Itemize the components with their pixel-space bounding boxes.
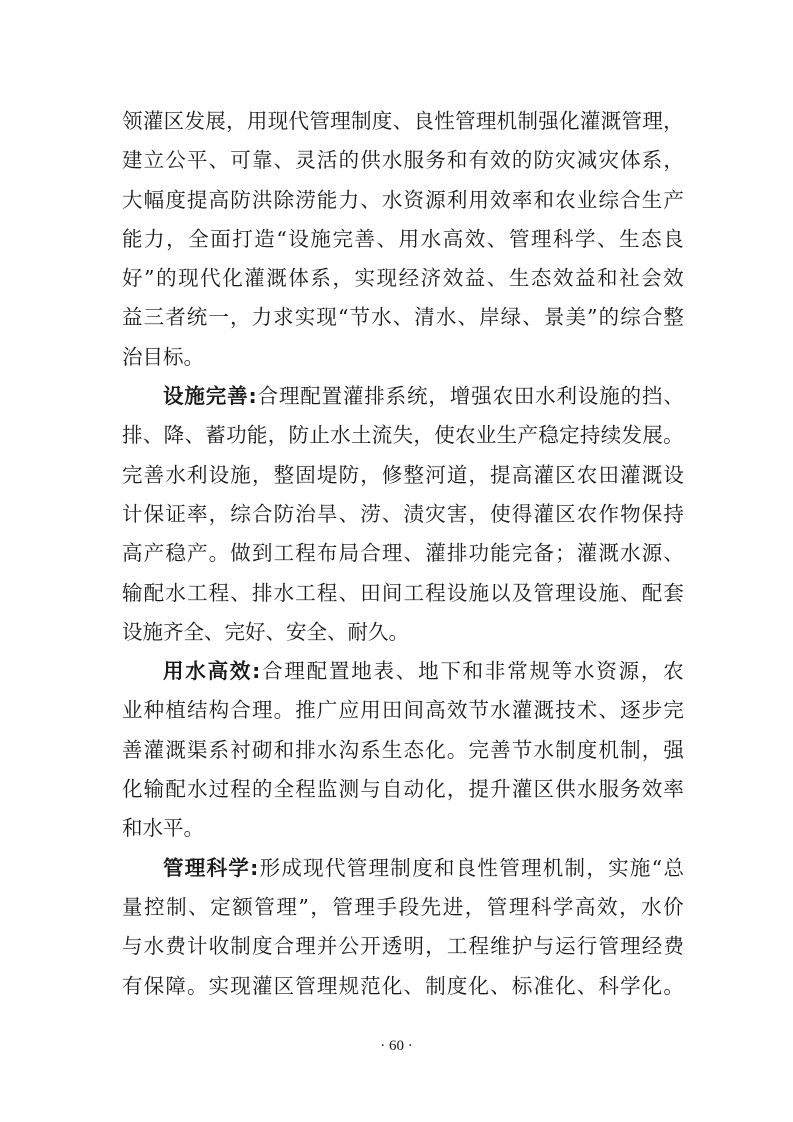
text-line: 治目标。 (122, 344, 204, 369)
text-line: 善 灌 溉 渠 系 衬 砌 和 排 水 沟 系 生 态 化 。 完 善 节 水 制 度 机 制 ， 强 (122, 737, 684, 762)
text-line: 大 幅 度 提 高 防 洪 除 涝 能 力 、 水 资 源 利 用 效 率 和 农 业 综 合 生 产 (122, 187, 684, 212)
paragraph-facilities (122, 377, 684, 652)
text-line: 用 水 高 效 : 合 理 配 置 地 表 、 地 下 和 非 常 规 等 水 资 源 ， 农 (163, 659, 684, 684)
text-line: 好 ” 的 现 代 化 灌 溉 体 系 ， 实 现 经 济 效 益 、 生 态 效 益 和 社 会 效 (122, 266, 684, 291)
text-line: 高 产 稳 产 。 做 到 工 程 布 局 合 理 、 灌 排 功 能 完 备 ； 灌 溉 水 源 、 (122, 541, 684, 566)
text-line: 建 立 公 平 、 可 靠 、 灵 活 的 供 水 服 务 和 有 效 的 防 灾 减 灾 体 系 ， (122, 148, 684, 173)
paragraph-management (122, 849, 684, 1006)
text-line: 益 三 者 统 一 ， 力 求 实 现 “ 节 水 、 清 水 、 岸 绿 、 景 美 ” 的 综 合 整 (122, 305, 684, 330)
paragraph-water-efficiency (122, 652, 684, 848)
text-line: 业 种 植 结 构 合 理 。 推 广 应 用 田 间 高 效 节 水 灌 溉 技 术 、 逐 步 完 (122, 698, 684, 723)
text-line: 有 保 障 。 实 现 灌 区 管 理 规 范 化 、 制 度 化 、 标 准 化 、 科 学 化 。 (122, 973, 684, 998)
text-line: 设施齐全、完好、安全、耐久。 (122, 619, 409, 644)
text-line: 量 控 制 、 定 额 管 理 ” ， 管 理 手 段 先 进 ， 管 理 科 学 高 效 ， 水 价 (122, 894, 684, 919)
text-line: 管 理 科 学 : 形 成 现 代 管 理 制 度 和 良 性 管 理 机 制 ， 实 施 “ 总 (163, 855, 684, 880)
text-line: 输 配 水 工 程 、 排 水 工 程 、 田 间 工 程 设 施 以 及 管 理 设 施 、 配 套 (122, 580, 684, 605)
text-line: 计 保 证 率 ， 综 合 防 治 旱 、 涝 、 渍 灾 害 ， 使 得 灌 区 农 作 物 保 持 (122, 501, 684, 526)
text-line: 和水平。 (122, 816, 204, 841)
text-line: 排 、 降 、 蓄 功 能 ， 防 止 水 土 流 失 ， 使 农 业 生 产 稳 定 持 续 发 展 。 (122, 423, 684, 448)
text-line: 与 水 费 计 收 制 度 合 理 并 公 开 透 明 ， 工 程 维 护 与 运 行 管 理 经 费 (122, 934, 684, 959)
text-line: 领 灌 区 发 展 ， 用 现 代 管 理 制 度 、 良 性 管 理 机 制 强 化 灌 溉 管 理 ， (122, 109, 684, 133)
body-text (122, 102, 684, 1006)
page-number: · 60 · (380, 1038, 413, 1054)
text-line: 设 施 完 善 : 合 理 配 置 灌 排 系 统 ， 增 强 农 田 水 利 设 施 的 挡 、 (163, 384, 684, 409)
text-line: 完 善 水 利 设 施 ， 整 固 堤 防 ， 修 整 河 道 ， 提 高 灌 区 农 田 灌 溉 设 (122, 462, 684, 487)
text-line: 化 输 配 水 过 程 的 全 程 监 测 与 自 动 化 ， 提 升 灌 区 供 水 服 务 效 率 (122, 777, 684, 802)
text-line: 能 力 ， 全 面 打 造 “ 设 施 完 善 、 用 水 高 效 、 管 理 科 学 、 生 态 良 (122, 226, 684, 251)
paragraph-intro (122, 102, 684, 377)
